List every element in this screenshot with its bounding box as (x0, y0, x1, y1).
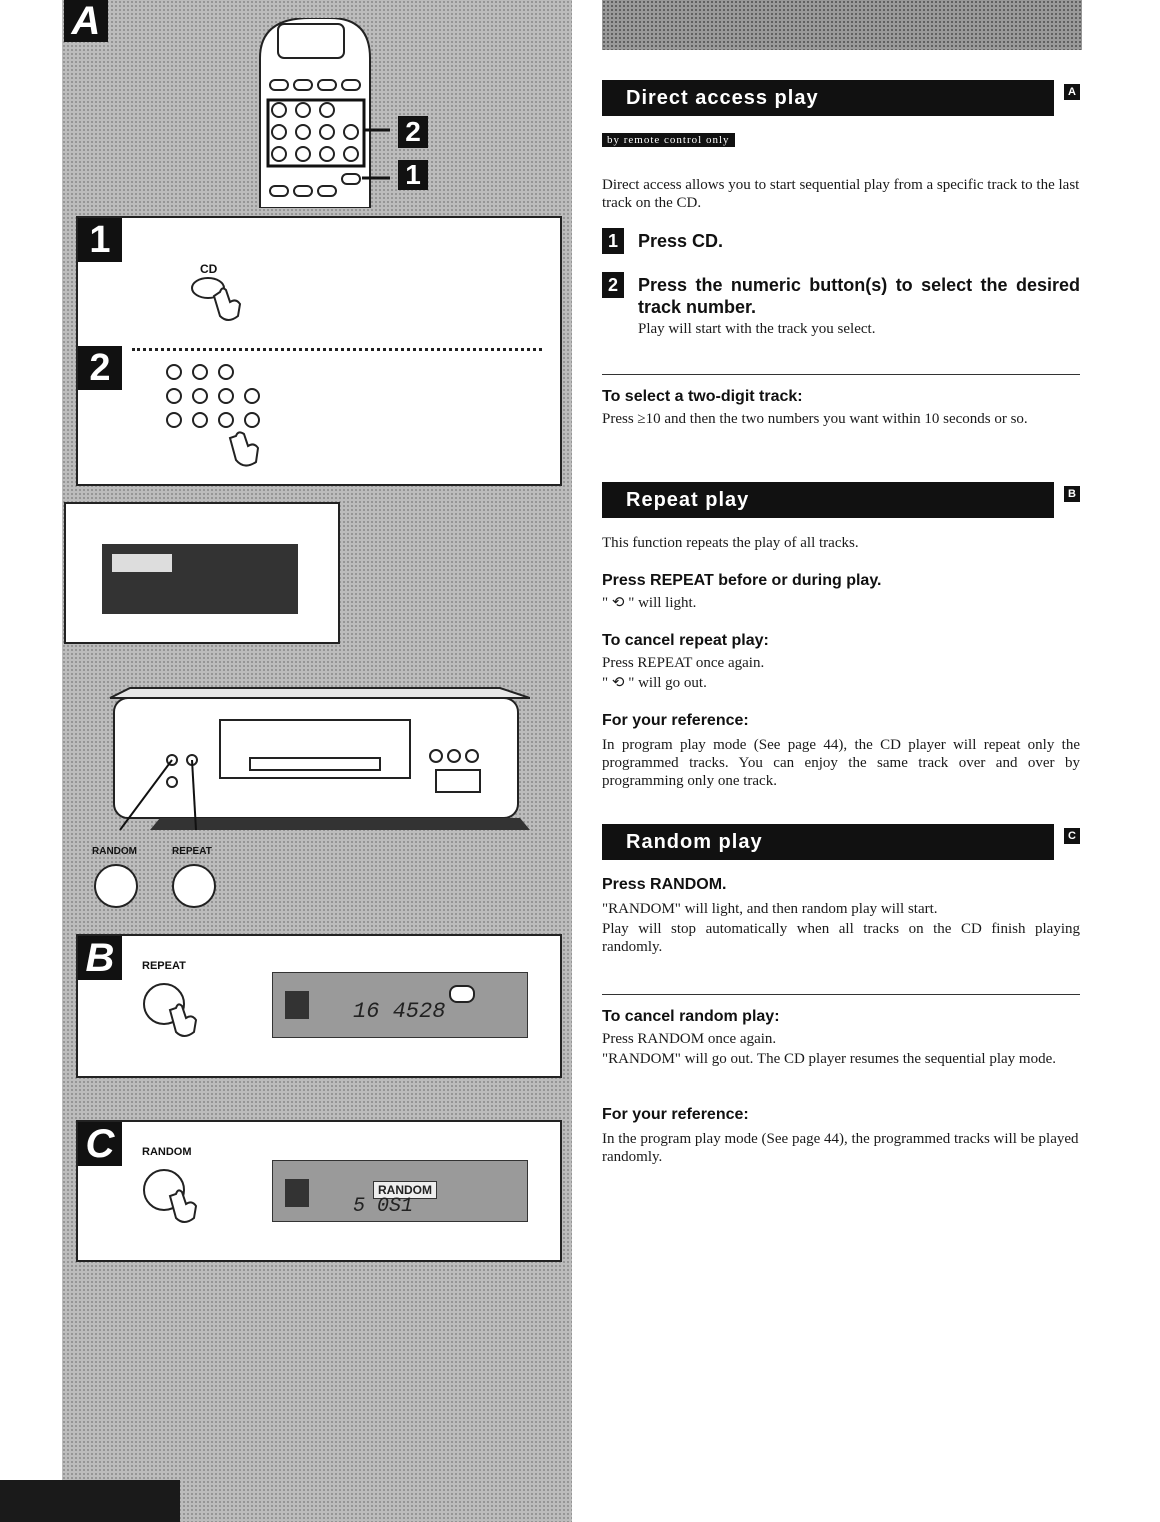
repeat-play-letter: B (1064, 486, 1080, 502)
repeat-intro: This function repeats the play of all tracks. (602, 535, 859, 551)
random-press-text-2: Play will stop automatically when all tracks on the CD finish playing randomly. (602, 921, 1080, 955)
remote-callout-2: 2 (398, 116, 428, 148)
remote-callout-1: 1 (398, 160, 428, 190)
random-play-heading: Random play (602, 824, 1054, 860)
repeat-button-label: REPEAT (142, 960, 186, 972)
two-digit-heading: To select a two-digit track: (602, 388, 803, 405)
direct-access-heading: Direct access play (602, 80, 1054, 116)
random-button-press-icon (140, 1166, 210, 1226)
random-cancel-text-1: Press RANDOM once again. (602, 1031, 777, 1047)
repeat-play-heading: Repeat play (602, 482, 1054, 518)
random-reference-text: In the program play mode (See page 44), the programmed tracks will be played randomly. (602, 1131, 1079, 1165)
random-press-heading: Press RANDOM. (602, 876, 727, 893)
repeat-cancel-text-1: Press REPEAT once again. (602, 655, 765, 671)
random-cancel-text-2: "RANDOM" will go out. The CD player resumes the sequential play mode. (602, 1051, 1056, 1067)
lcd-track-info: 5 0S1 (353, 1195, 414, 1218)
section-badge-b: B (78, 936, 122, 980)
repeat-button-callout (172, 864, 216, 908)
repeat-cancel-heading: To cancel repeat play: (602, 632, 769, 649)
panel-step-1: 1 (78, 218, 122, 262)
random-callout-label: RANDOM (92, 846, 137, 857)
lcd-random-indicator: RANDOM (373, 1181, 437, 1199)
remote-only-tag: by remote control only (602, 133, 735, 147)
section-badge-c: C (78, 1122, 122, 1166)
random-reference-heading: For your reference: (602, 1106, 749, 1123)
random-button-callout (94, 864, 138, 908)
two-digit-text: Press ≥10 and then the two numbers you want within 10 seconds or so. (602, 411, 1028, 427)
panel-step-2: 2 (78, 346, 122, 390)
divider (602, 994, 1080, 995)
repeat-callout-label: REPEAT (172, 846, 212, 857)
repeat-indicator-icon (449, 985, 475, 1003)
direct-step-1-number: 1 (602, 228, 624, 254)
direct-access-intro: Direct access allows you to start sequential play from a specific track to the last track on the CD. (602, 177, 1080, 211)
stereo-system-photo (64, 502, 340, 644)
page-edge-shadow (0, 1480, 180, 1522)
page-header-band (602, 0, 1082, 50)
direct-step-2-note: Play will start with the track you select. (638, 321, 876, 337)
random-play-letter: C (1064, 828, 1080, 844)
random-cancel-heading: To cancel random play: (602, 1008, 780, 1025)
repeat-cancel-text-2: " ⟲ " will go out. (602, 675, 707, 691)
lcd-level-meter (285, 991, 309, 1019)
divider (602, 374, 1080, 375)
cd-player-illustration (100, 680, 530, 910)
direct-access-letter: A (1064, 84, 1080, 100)
panel-divider (132, 348, 542, 351)
lcd-level-meter (285, 1179, 309, 1207)
direct-step-1-text: Press CD. (638, 231, 724, 251)
repeat-reference-text: In program play mode (See page 44), the CD player will repeat only the programmed tracks. You can enjoy the same track over and over by programming only one track. (602, 737, 1080, 789)
repeat-button-press-icon (140, 980, 210, 1040)
stereo-display (112, 554, 172, 572)
random-press-text-1: "RANDOM" will light, and then random play will start. (602, 901, 938, 917)
cd-button-label: CD (200, 262, 218, 276)
repeat-press-note: " ⟲ " will light. (602, 595, 697, 611)
repeat-reference-heading: For your reference: (602, 712, 749, 729)
lcd-track-time: 16 4528 (353, 999, 446, 1024)
direct-access-panel (76, 216, 562, 486)
section-badge-a: A (64, 0, 108, 42)
random-lcd-display (272, 1160, 528, 1222)
repeat-lcd-display (272, 972, 528, 1038)
direct-step-2-text: Press the numeric button(s) to select the desired track number. (638, 275, 1080, 317)
numeric-keypad-icon (164, 360, 274, 480)
cd-button-press-icon (190, 276, 250, 326)
repeat-press-heading: Press REPEAT before or during play. (602, 572, 882, 589)
random-button-label: RANDOM (142, 1146, 192, 1158)
direct-step-2-number: 2 (602, 272, 624, 298)
